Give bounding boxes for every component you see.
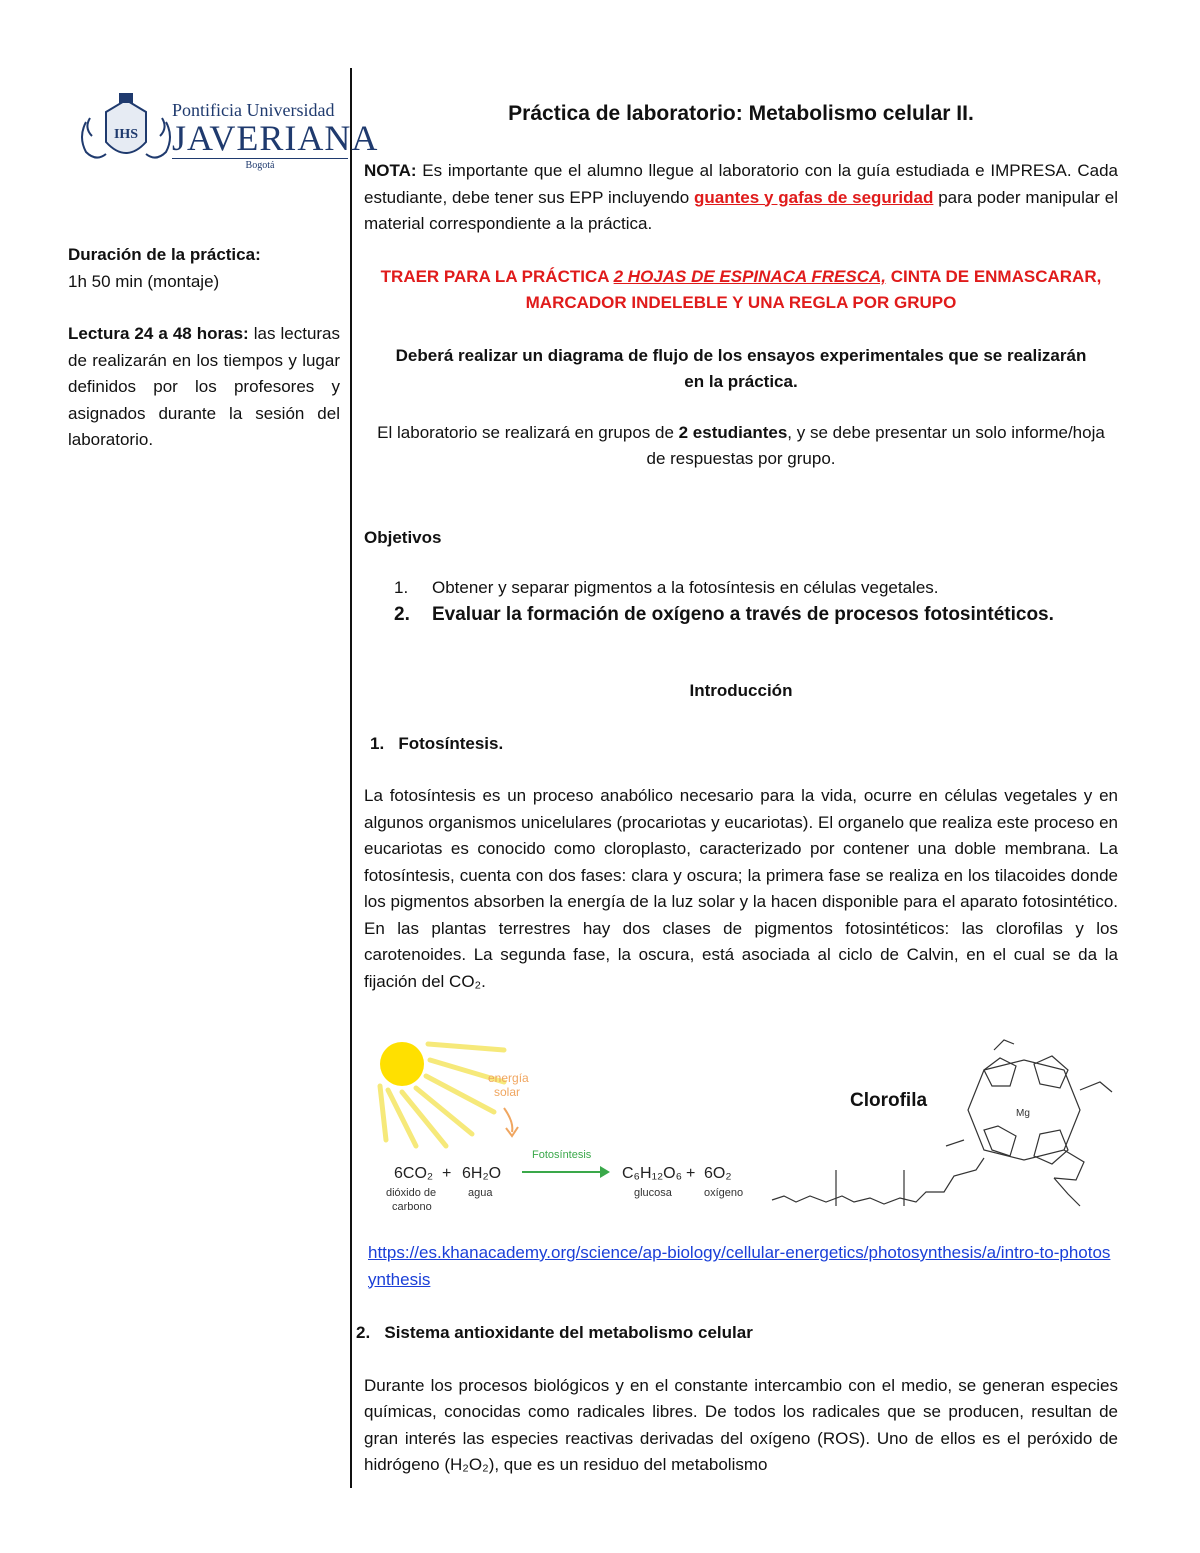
logo-line-2: JAVERIANA: [172, 118, 379, 158]
reactant-co2: 6CO₂: [394, 1165, 434, 1182]
bring-suffix: CINTA DE ENMASCARAR, MARCADOR INDELEBLE Y UNA REGLA POR GRUPO: [525, 266, 1102, 312]
group-instruction: [364, 420, 1118, 473]
logo-wordmark: [172, 100, 378, 171]
main-column: [364, 100, 1118, 995]
objectives-list: [364, 575, 1118, 628]
reading-block: [68, 321, 340, 454]
introduction-heading: Introducción: [689, 681, 793, 700]
list-item: [364, 575, 1118, 602]
section-2-heading: [356, 1320, 1118, 1347]
label-co2-1: dióxido de: [386, 1187, 437, 1199]
note-text-2: para poder manipular el material correspondiente a la práctica.: [364, 187, 1119, 233]
duration-block: [68, 242, 340, 295]
page-title: Práctica de laboratorio: Metabolismo celular II.: [508, 102, 974, 125]
crest-icon: [76, 92, 176, 172]
group-text-2: , y se debe presentar un solo informe/hoja de respuestas por grupo.: [646, 422, 1105, 468]
section-2-paragraph: Durante los procesos biológicos y en el constante intercambio con el medio, se generan especies químicas, conocidas como radicales libres. De todos los radicales que se producen, resultan de gran interés las especies reactivas derivadas del oxígeno (ROS). Uno de ellos es el peróxido de hidrógeno (H₂O₂), que es un residuo del metabolismo: [364, 1375, 1118, 1474]
objective-text: Evaluar la formación de oxígeno a través de procesos fotosintéticos.: [432, 603, 1054, 625]
product-glucose: C₆H₁₂O₆: [622, 1165, 683, 1182]
main-column-lower: [364, 1240, 1118, 1293]
section-1-heading: [364, 731, 1118, 758]
label-water: agua: [468, 1187, 493, 1199]
section-1-number: 1.: [370, 733, 385, 753]
diagram-instruction: Deberá realizar un diagrama de flujo de los ensayos experimentales que se realizarán en la práctica.: [395, 345, 1087, 391]
logo-line-1: Pontificia Universidad: [172, 100, 335, 120]
energy-label-1: energía: [488, 1071, 529, 1085]
photosynthesis-figure: [364, 1030, 1124, 1230]
label-glucose: glucosa: [634, 1187, 672, 1199]
bring-emphasis: 2 HOJAS DE ESPINACA FRESCA,: [613, 266, 886, 286]
section-1-paragraph: La fotosíntesis es un proceso anabólico necesario para la vida, ocurre en células vegetales y en algunos organismos unicelulares (procariotas y eucariotas). El organelo que realiza este proceso en eucariotas es conocido como cloroplasto, caracterizado por contener una doble membrana. La fotosíntesis, cuenta con dos fases: clara y oscura; la primera fase se realiza en los tilacoides donde los pigmentos absorben la energía de la luz solar y la hacen disponible para el aparato fotosintético. En las plantas terrestres hay dos clases de pigmentos fotosintéticos: las clorofilas y los carotenoides. La segunda fase, la oscura, está asociada al ciclo de Calvin, en el cual se da la fijación del CO₂.: [364, 786, 1118, 991]
plus-sign: +: [442, 1165, 452, 1182]
reference-paragraph: [364, 1240, 1118, 1293]
duration-label: Duración de la práctica:: [68, 245, 261, 264]
bring-materials: [364, 264, 1118, 317]
reactant-water: 6H₂O: [462, 1165, 502, 1182]
label-oxygen: oxígeno: [704, 1187, 744, 1199]
column-divider: [350, 68, 352, 1488]
svg-text:IHS: IHS: [113, 127, 139, 142]
photosynthesis-diagram: [364, 1030, 1124, 1230]
chlorophyll-structure-icon: [772, 1040, 1112, 1206]
reading-text: las lecturas de realizarán en los tiempos y lugar definidos por los profesores y asignados durante la sesión del laboratorio.: [68, 324, 341, 449]
energy-label-2: solar: [494, 1085, 521, 1099]
note-text-1: Es importante que el alumno llegue al laboratorio con la guía estudiada e IMPRESA. Cada estudiante, debe tener sus EPP incluyendo: [364, 161, 1118, 207]
objective-number: 1.: [394, 578, 409, 597]
label-co2-2: carbono: [392, 1201, 432, 1213]
reading-label: Lectura 24 a 48 horas:: [68, 324, 249, 343]
section-1-title: Fotosíntesis.: [398, 733, 504, 753]
plus-sign: +: [686, 1165, 696, 1182]
group-text-1: El laboratorio se realizará en grupos de: [377, 422, 679, 442]
energy-arrow: [504, 1108, 512, 1132]
bring-prefix: TRAER PARA LA PRÁCTICA: [380, 266, 614, 286]
objectives-heading: Objetivos: [364, 527, 442, 547]
university-logo: [68, 90, 379, 171]
section-2: [356, 1320, 1118, 1479]
group-bold: 2 estudiantes: [678, 422, 788, 442]
note-label: NOTA:: [364, 161, 417, 180]
mg-label: Mg: [1016, 1108, 1030, 1119]
logo-line-3: Bogotá: [172, 158, 348, 171]
product-oxygen: 6O₂: [704, 1165, 732, 1182]
left-column: [68, 90, 379, 454]
objective-number: 2.: [394, 603, 410, 625]
section-2-title: Sistema antioxidante del metabolismo celular: [384, 1323, 753, 1342]
note-paragraph: [364, 158, 1118, 238]
list-item: [364, 602, 1118, 629]
reference-link[interactable]: https://es.khanacademy.org/science/ap-biology/cellular-energetics/photosynthesis/a/intro-to-photosynthesis: [368, 1243, 1111, 1289]
duration-value: 1h 50 min (montaje): [68, 271, 220, 291]
sun-icon: [380, 1042, 424, 1086]
safety-highlight: guantes y gafas de seguridad: [694, 187, 934, 207]
chlorophyll-title: Clorofila: [850, 1090, 928, 1111]
section-2-number: 2.: [356, 1323, 371, 1342]
arrow-label: Fotosíntesis: [532, 1149, 592, 1161]
objective-text: Obtener y separar pigmentos a la fotosíntesis en células vegetales.: [432, 578, 939, 597]
